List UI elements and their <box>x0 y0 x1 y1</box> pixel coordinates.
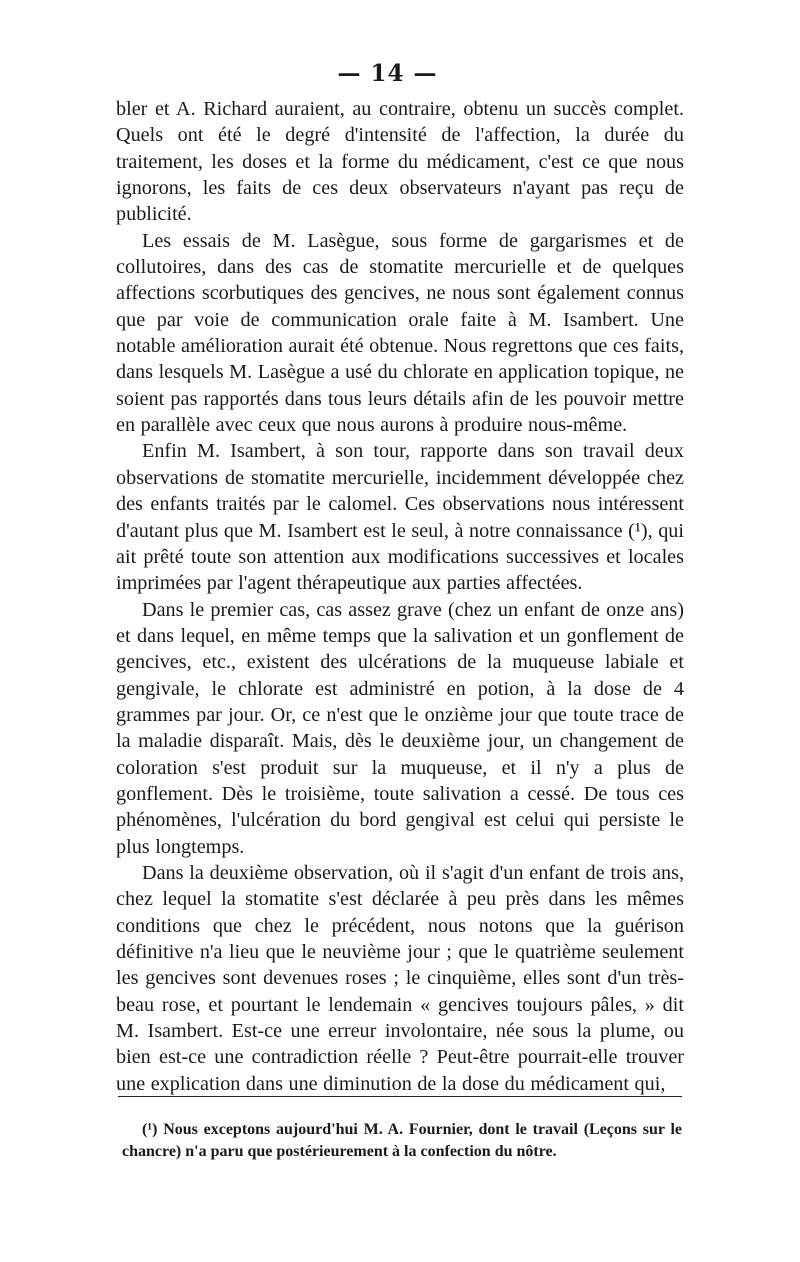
paragraph-3: Enfin M. Isambert, à son tour, rapporte dans son travail deux observations de stomatite mercurielle, incidemment développée chez des enfants traités par le calomel. Ces observations nous intéressent d'autant plus que M. Isambert est le seul, à notre connaissance (¹), qui ait prêté toute son attention aux modifications successives et locales imprimées par l'agent thérapeutique aux parties affectées. <box>116 440 684 595</box>
body-text <box>116 96 684 1097</box>
paragraph-1: bler et A. Richard auraient, au contraire, obtenu un succès complet. Quels ont été le degré d'intensité de l'affection, la durée du traitement, les doses et la forme du médicament, c'est ce que nous ignorons, les faits de ces deux observateurs n'ayant pas reçu de publicité. <box>116 98 684 226</box>
footnote: (¹) Nous exceptons aujourd'hui M. A. Fournier, dont le travail (Leçons sur le chancre) n'a paru que postérieurement à la confection du nôtre. <box>122 1121 682 1160</box>
paragraph-4: Dans le premier cas, cas assez grave (chez un enfant de onze ans) et dans lequel, en même temps que la salivation et un gonflement de gencives, etc., existent des ulcérations de la muqueuse labiale et gengivale, le chlorate est administré en potion, à la dose de 4 grammes par jour. Or, ce n'est que le onzième jour que toute trace de la maladie disparaît. Mais, dès le deuxième jour, un changement de coloration s'est produit sur la muqueuse, et il n'y a plus de gonflement. Dès le troisième, toute salivation a cessé. De tous ces phénomènes, l'ulcération du bord gengival est celui qui persiste le plus longtemps. <box>116 598 684 858</box>
paragraph-5: Dans la deuxième observation, où il s'agit d'un enfant de trois ans, chez lequel la stomatite s'est déclarée à peu près dans les mêmes conditions que chez le précédent, nous notons que la guérison définitive n'a lieu que le neuvième jour ; que le quatrième seulement les gencives sont devenues roses ; le cinquième, elles sont d'un très-beau rose, et pourtant le lendemain « gencives toujours pâles, » dit M. Isambert. Est-ce une erreur involontaire, née sous la plume, ou bien est-ce une contradiction réelle ? Peut-être pourrait-elle trouver une explication dans une diminution de la dose du médicament qui, <box>116 861 684 1095</box>
page-number: — 14 — <box>337 60 438 87</box>
paragraph-2: Les essais de M. Lasègue, sous forme de gargarismes et de collutoires, dans des cas de stomatite mercurielle et de quelques affections scorbutiques des gencives, ne nous sont également connus que par voie de communication orale faite à M. Isambert. Une notable amélioration aurait été obtenue. Nous regrettons que ces faits, dans lesquels M. Lasègue a usé du chlorate en application topique, ne soient pas rapportés dans tous leurs détails afin de les pouvoir mettre en parallèle avec ceux que nous aurons à produire nous-même. <box>116 229 684 437</box>
footnote-separator <box>118 1096 682 1097</box>
